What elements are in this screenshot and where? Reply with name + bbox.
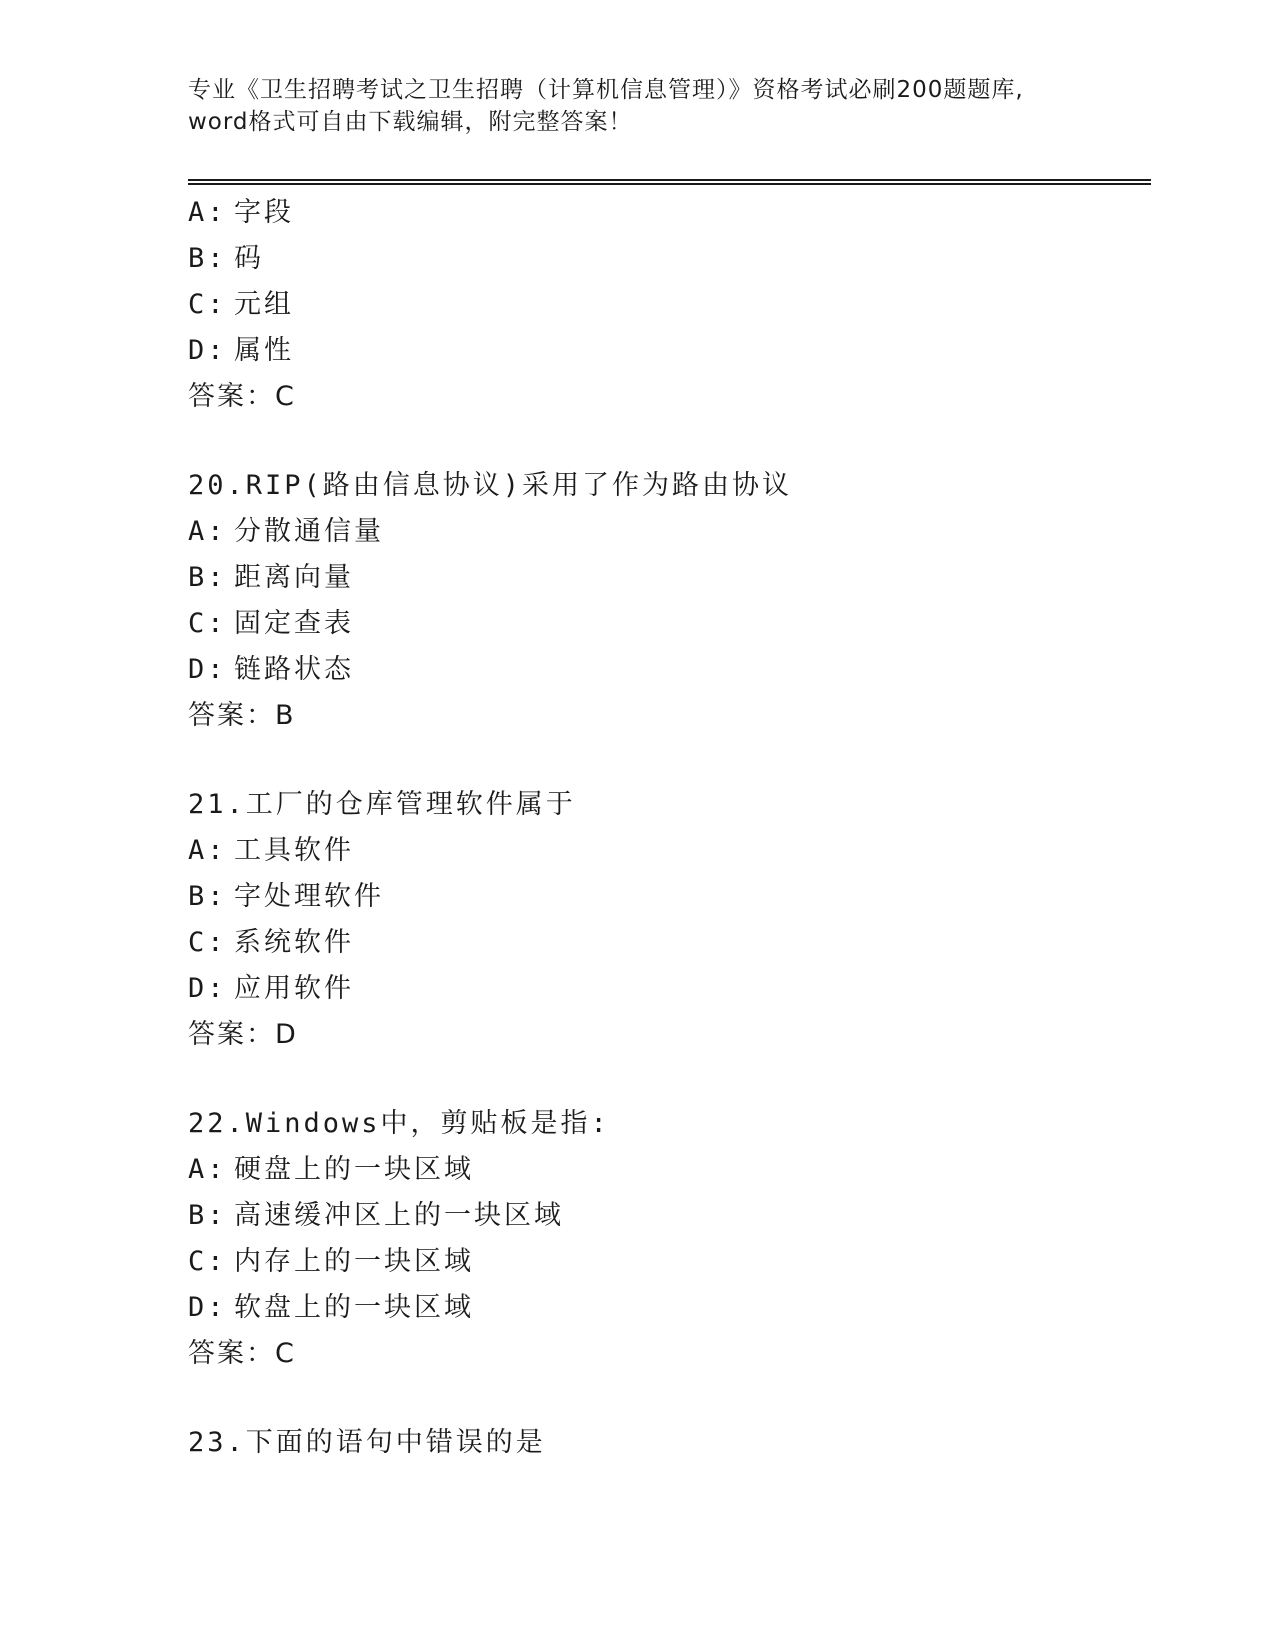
option-text: 工具软件: [234, 835, 354, 866]
option-text: 距离向量: [234, 562, 354, 593]
option-text: 固定查表: [234, 608, 354, 639]
header-divider-top: [188, 179, 1151, 181]
option-key: A:: [188, 516, 227, 547]
option-key: A:: [188, 1154, 227, 1185]
option-d: [188, 647, 1148, 693]
option-a: [188, 828, 1148, 874]
option-key: D:: [188, 654, 227, 685]
option-text: 应用软件: [234, 973, 354, 1004]
option-key: C:: [188, 1246, 227, 1277]
option-text: 高速缓冲区上的一块区域: [234, 1200, 564, 1231]
question-text: 23.下面的语句中错误的是: [188, 1427, 546, 1458]
option-c: [188, 282, 1148, 328]
option-text: 元组: [234, 289, 294, 320]
option-b: [188, 236, 1148, 282]
option-c: [188, 920, 1148, 966]
question-list: [188, 190, 1148, 1466]
answer-line: 答案：C: [188, 381, 296, 412]
question-block-23: [188, 1420, 1148, 1466]
option-key: B:: [188, 1200, 227, 1231]
option-b: [188, 1193, 1148, 1239]
option-text: 链路状态: [234, 654, 354, 685]
answer-line: 答案：D: [188, 1019, 298, 1050]
option-key: A:: [188, 197, 227, 228]
option-c: [188, 1239, 1148, 1285]
option-key: D:: [188, 1292, 227, 1323]
option-text: 系统软件: [234, 927, 354, 958]
question-text: 20.RIP(路由信息协议)采用了作为路由协议: [188, 470, 793, 501]
option-text: 内存上的一块区域: [234, 1246, 474, 1277]
option-a: [188, 1147, 1148, 1193]
option-text: 码: [234, 243, 264, 274]
option-key: C:: [188, 289, 227, 320]
option-text: 硬盘上的一块区域: [234, 1154, 474, 1185]
question-block-19: [188, 190, 1148, 420]
document-header: [188, 74, 1088, 138]
question-block-20: [188, 463, 1148, 739]
option-text: 字处理软件: [234, 881, 384, 912]
header-line-1: 专业《卫生招聘考试之卫生招聘（计算机信息管理）》资格考试必刷200题题库,: [188, 77, 1024, 103]
option-text: 软盘上的一块区域: [234, 1292, 474, 1323]
answer-line: 答案：C: [188, 1338, 296, 1369]
option-text: 属性: [234, 335, 294, 366]
option-key: D:: [188, 335, 227, 366]
question-text: 21.工厂的仓库管理软件属于: [188, 789, 576, 820]
option-text: 字段: [234, 197, 294, 228]
option-d: [188, 966, 1148, 1012]
question-text: 22.Windows中，剪贴板是指:: [188, 1108, 610, 1139]
option-key: C:: [188, 927, 227, 958]
option-text: 分散通信量: [234, 516, 384, 547]
option-c: [188, 601, 1148, 647]
option-key: C:: [188, 608, 227, 639]
option-d: [188, 1285, 1148, 1331]
option-key: B:: [188, 562, 227, 593]
option-key: A:: [188, 835, 227, 866]
option-b: [188, 555, 1148, 601]
option-b: [188, 874, 1148, 920]
header-line-2: word格式可自由下载编辑，附完整答案！: [188, 109, 633, 135]
option-a: [188, 509, 1148, 555]
option-key: B:: [188, 881, 227, 912]
option-key: B:: [188, 243, 227, 274]
answer-line: 答案：B: [188, 700, 296, 731]
option-a: [188, 190, 1148, 236]
question-block-22: [188, 1101, 1148, 1377]
question-block-21: [188, 782, 1148, 1058]
option-d: [188, 328, 1148, 374]
header-divider-bottom: [188, 183, 1151, 185]
option-key: D:: [188, 973, 227, 1004]
